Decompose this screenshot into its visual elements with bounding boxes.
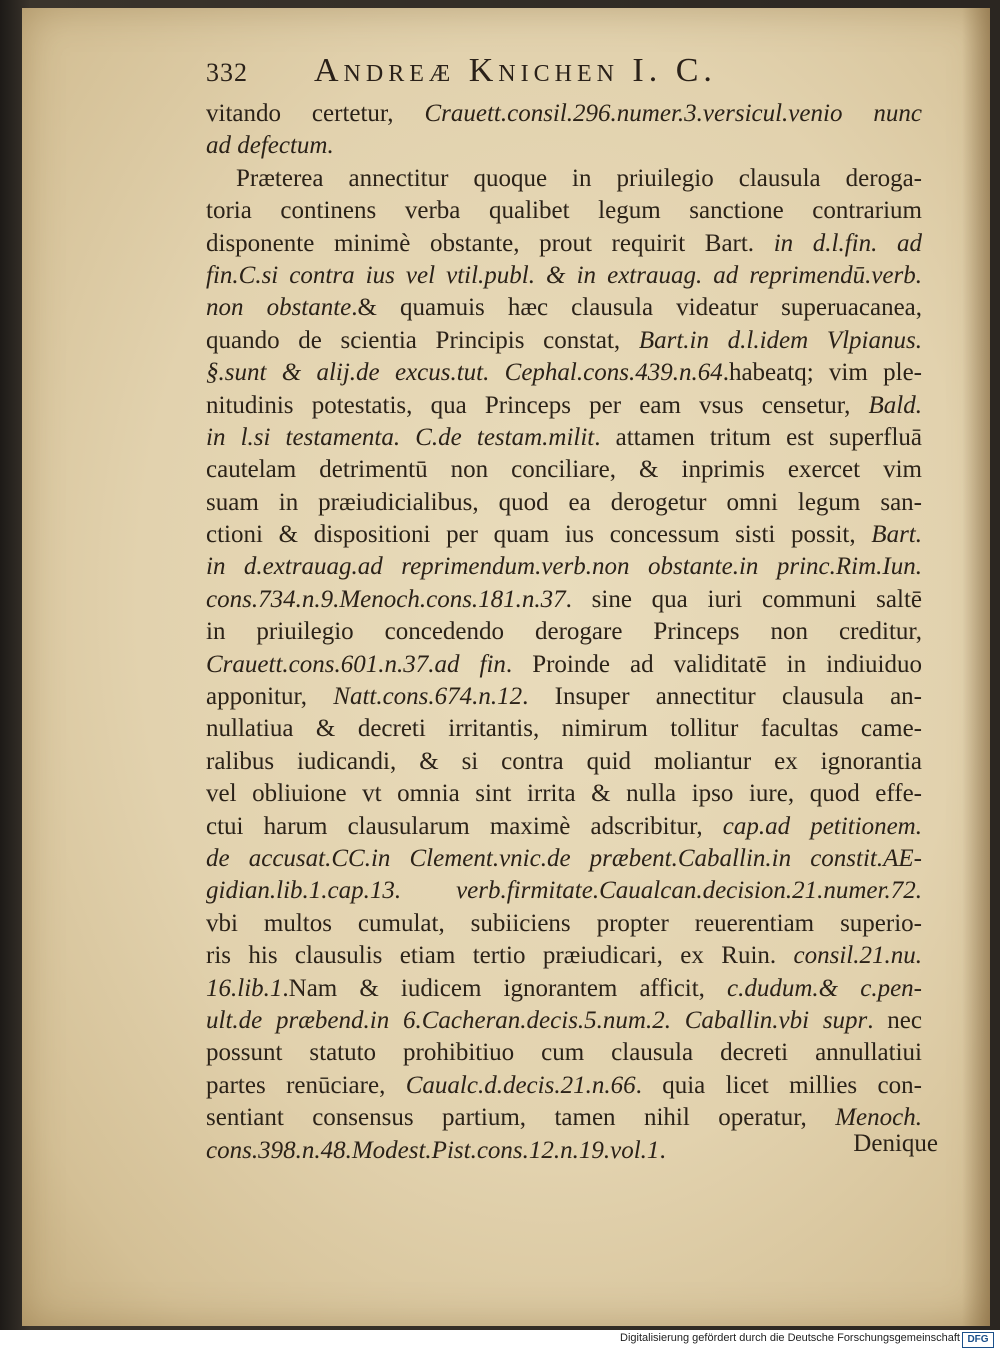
citation-text: Menoch. (835, 1104, 922, 1132)
text-line (206, 616, 922, 648)
text-line (206, 260, 922, 292)
body-text-run: vel obliuione vt omnia sint irrita & nulla ipso iure, quod effe- (206, 780, 922, 808)
text-line (206, 130, 922, 162)
body-text-run: cautelam detrimentū non conciliare, & inprimis exercet vim (206, 456, 922, 484)
catchword: Denique (853, 1130, 938, 1157)
text-line (206, 1037, 922, 1069)
body-text-run: . attamen tritum est superfluā (594, 423, 922, 451)
text-line (206, 357, 922, 389)
citation-text: ult.de præbend.in 6.Cacheran.decis.5.num.2. Caballin.vbi supr (206, 1006, 868, 1034)
citation-text: Crauett.consil.296.numer.3.versicul.venio nunc (424, 100, 922, 127)
text-line (206, 390, 922, 422)
body-text-run: . (659, 1136, 666, 1164)
citation-text: 16.lib.1 (206, 974, 283, 1002)
text-line (206, 973, 922, 1005)
body-text-run: . Insuper annectitur clausula an- (522, 683, 922, 711)
text-line (206, 98, 922, 130)
body-text-run: suam in præiudicialibus, quod ea derogetur omni legum san- (206, 488, 922, 516)
body-text-run: .Nam & iudicem ignorantem afficit, (282, 974, 728, 1002)
running-title: Andreæ Knichen I. C. (314, 52, 717, 89)
text-line (206, 778, 922, 810)
citation-text: cap.ad petitionem. (722, 812, 922, 840)
citation-text: §.sunt & alij.de excus.tut. Cephal.cons.439.n.64 (206, 359, 723, 387)
body-text-run: in priuilegio concedendo derogare Princeps non creditur, (206, 618, 922, 646)
text-line (206, 746, 922, 778)
text-line (206, 1135, 922, 1167)
text-line (206, 908, 922, 940)
text-line (206, 422, 922, 454)
body-text-run: disponente minimè obstante, prout requirit Bart. (206, 229, 774, 257)
text-line (206, 843, 922, 875)
text-line (206, 519, 922, 551)
body-text-run: .& quamuis hæc clausula videatur superuacanea, (351, 294, 923, 322)
citation-text: Bald. (868, 391, 922, 419)
citation-text: in d.l.fin. ad (773, 229, 922, 257)
page-edge-shadow (962, 8, 990, 1326)
citation-text: Bart.in d.l.idem Vlpianus. (638, 326, 922, 354)
text-line (206, 325, 922, 357)
body-text-run: apponitur, (206, 683, 334, 711)
body-text-run: vitando certetur, (206, 100, 425, 127)
text-line (206, 681, 922, 713)
body-text-run: partes renūciare, (206, 1071, 406, 1099)
text-line (206, 454, 922, 486)
body-text-run: possunt statuto prohibitiuo cum clausula decreti annullatiui (206, 1039, 922, 1067)
citation-text: Natt.cons.674.n.12 (333, 683, 523, 711)
body-text-run: vbi multos cumulat, subiiciens propter reuerentiam superio- (206, 909, 922, 937)
text-line (206, 1005, 922, 1037)
text-line (206, 1102, 922, 1134)
citation-text: in d.extrauag.ad reprimendum.verb.non obstante.in princ.Rim.Iun. (206, 553, 922, 581)
body-text-run: nitudinis potestatis, qua Princeps per eam vsus censetur, (206, 391, 869, 419)
body-text-run: quando de scientia Principis constat, (206, 326, 639, 354)
body-text-run: ralibus iudicandi, & si contra quid moliantur ex ignorantia (206, 747, 922, 775)
text-line (206, 292, 922, 324)
citation-text: non obstante (206, 294, 352, 322)
text-line (206, 811, 922, 843)
body-text-run: toria continens verba qualibet legum sanctione contrarium (206, 197, 922, 225)
text-line (206, 195, 922, 227)
citation-text: fin.C.si contra ius vel vtil.publ. & in extrauag. ad reprimendū.verb. (206, 261, 922, 289)
body-text-run: . sine qua iuri communi saltē (565, 585, 922, 613)
dfg-logo: DFG (962, 1332, 994, 1348)
text-line (206, 713, 922, 745)
body-text-run: .habeatq; vim ple- (722, 359, 922, 387)
text-line (206, 584, 922, 616)
body-text-run: Præterea annectitur quoque in priuilegio clausula deroga- (236, 164, 922, 192)
text-line (206, 649, 922, 681)
body-text-run: ctui harum clausularum maximè adscribitur, (206, 812, 723, 840)
citation-text: consil.21.nu. (793, 942, 922, 970)
body-text-run: nullatiua & decreti irritantis, nimirum tollitur facultas came- (206, 715, 922, 743)
text-line (206, 940, 922, 972)
citation-text: gidian.lib.1.cap.13. verb.firmitate.Caualcan.decision.21.numer.72. (206, 877, 922, 905)
citation-text: de accusat.CC.in Clement.vnic.de præbent.Caballin.in constit.AE- (206, 844, 922, 872)
citation-text: Caualc.d.decis.21.n.66 (405, 1071, 636, 1099)
citation-text: Bart. (871, 521, 922, 549)
body-text-run: ctioni & dispositioni per quam ius concessum sisti possit, (206, 521, 872, 549)
citation-text: cons.734.n.9.Menoch.cons.181.n.37 (206, 585, 566, 613)
body-text-run: . Proinde ad validitatē in indiuiduo (505, 650, 923, 678)
page-header (206, 52, 826, 98)
text-line (206, 875, 922, 907)
body-text (206, 98, 922, 1167)
text-line (206, 551, 922, 583)
body-text-run: . quia licet millies con- (635, 1071, 922, 1099)
footer-credit: Digitalisierung gefördert durch die Deutsche Forschungsgemeinschaft (620, 1332, 960, 1344)
text-line (206, 163, 922, 195)
citation-text: in l.si testamenta. C.de testam.milit (206, 423, 595, 451)
page-number: 332 (206, 58, 248, 87)
text-line (206, 487, 922, 519)
text-line (206, 228, 922, 260)
body-text-run: . nec (867, 1006, 922, 1034)
citation-text: cons.398.n.48.Modest.Pist.cons.12.n.19.vol.1 (206, 1136, 660, 1164)
body-text-run: sentiant consensus partium, tamen nihil operatur, (206, 1104, 836, 1132)
text-line (206, 1070, 922, 1102)
citation-text: Crauett.cons.601.n.37.ad fin (206, 650, 506, 678)
body-text-run: ris his clausulis etiam tertio præiudicari, ex Ruin. (206, 942, 794, 970)
citation-text: ad defectum. (206, 132, 334, 160)
citation-text: c.dudum.& c.pen- (727, 974, 922, 1002)
